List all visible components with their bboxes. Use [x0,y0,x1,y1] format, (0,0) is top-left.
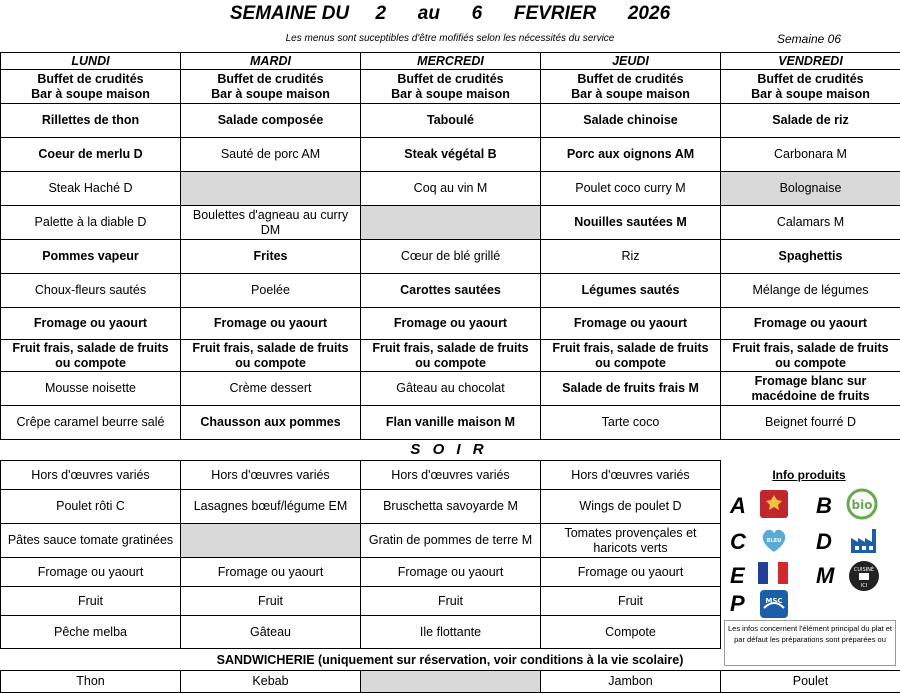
menu-cell [361,206,541,240]
french-flag-icon [758,562,788,589]
svg-text:MSC: MSC [765,597,783,605]
menu-cell: Spaghettis [721,240,900,274]
menu-cell: Taboulé [361,104,541,138]
menu-row-plat2 [1,172,900,206]
menu-cell: Fromage ou yaourt [181,308,361,340]
menu-cell: Gâteau au chocolat [361,372,541,406]
menu-row-garniture1 [1,240,900,274]
menu-cell: Fromage ou yaourt [541,308,721,340]
soir-cell: Fromage ou yaourt [361,558,541,587]
soir-heading: S O I R [410,441,488,458]
menu-cell: Crème dessert [181,372,361,406]
menu-cell: Fruit frais, salade de fruits ou compote [361,340,541,372]
bleu-blanc-coeur-logo [758,524,790,561]
soir-cell: Tomates provençales et haricots verts [541,524,721,558]
menu-row-entrees [1,104,900,138]
menu-cell: Chausson aux pommes [181,406,361,440]
menu-cell: Steak Haché D [1,172,181,206]
cuisine-ici-logo [848,560,880,597]
soir-cell: Pâtes sauce tomate gratinées [1,524,181,558]
soir-cell: Hors d'œuvres variés [541,461,721,490]
soir-cell: Compote [541,616,721,649]
menu-cell: Salade de fruits frais M [541,372,721,406]
label-letter-d: D [816,529,832,554]
menu-cell: Frites [181,240,361,274]
menu-cell: Buffet de crudités Bar à soupe maison [541,70,721,104]
soir-cell: Gâteau [181,616,361,649]
menu-row-fromage [1,308,900,340]
lunch-menu-table [0,52,900,440]
week-number: Semaine 06 [776,32,842,46]
menu-cell: Crêpe caramel beurre salé [1,406,181,440]
day-header: JEUDI [541,53,721,70]
soir-cell: Fruit [361,587,541,616]
sandwich-cell: Poulet [721,671,900,693]
label-letter-m: M [816,563,835,588]
soir-row-fromage [1,558,721,587]
soir-cell: Hors d'œuvres variés [1,461,181,490]
info-note: Les infos concernent l'élément principal du plat et par défaut les préparations sont préparées ou [724,620,896,666]
menu-cell: Fromage ou yaourt [1,308,181,340]
menu-row-fruit [1,340,900,372]
menu-cell: Bolognaise [721,172,900,206]
menu-cell: Salade composée [181,104,361,138]
menu-cell: Fromage ou yaourt [721,308,900,340]
menu-cell: Steak végétal B [361,138,541,172]
factory-icon [848,524,880,561]
menu-cell: Sauté de porc AM [181,138,361,172]
menu-row-plat1 [1,138,900,172]
sandwich-table [0,670,900,693]
soir-cell: Fruit [181,587,361,616]
menu-cell: Fruit frais, salade de fruits ou compote [721,340,900,372]
menu-cell: Flan vanille maison M [361,406,541,440]
menu-cell: Riz [541,240,721,274]
svg-text:bio: bio [851,498,873,512]
sandwich-cell: Thon [1,671,181,693]
menu-cell: Palette à la diable D [1,206,181,240]
day-header: VENDREDI [721,53,900,70]
menu-cell: Pommes vapeur [1,240,181,274]
sandwich-cell: Jambon [541,671,721,693]
soir-cell: Pêche melba [1,616,181,649]
menu-cell: Poulet coco curry M [541,172,721,206]
menu-cell: Beignet fourré D [721,406,900,440]
menu-cell: Boulettes d'agneau au curry DM [181,206,361,240]
menu-row-garniture2 [1,274,900,308]
soir-row-plat2 [1,524,721,558]
soir-cell: Fruit [1,587,181,616]
menu-row-dessert1 [1,372,900,406]
occitanie-logo [758,488,790,525]
menu-row-days [1,53,900,70]
soir-cell: Wings de poulet D [541,490,721,524]
soir-cell: Fromage ou yaourt [541,558,721,587]
soir-cell: Bruschetta savoyarde M [361,490,541,524]
menu-cell: Rillettes de thon [1,104,181,138]
menu-cell: Buffet de crudités Bar à soupe maison [1,70,181,104]
menu-cell: Coq au vin M [361,172,541,206]
menu-cell: Fruit frais, salade de fruits ou compote [1,340,181,372]
svg-text:BLEU: BLEU [766,538,782,544]
label-letter-a: A [730,493,746,518]
day-header: LUNDI [1,53,181,70]
menu-row-dessert2 [1,406,900,440]
soir-cell [181,524,361,558]
bio-logo [846,488,878,525]
menu-cell: Calamars M [721,206,900,240]
sandwich-cell [361,671,541,693]
menu-cell: Buffet de crudités Bar à soupe maison [721,70,900,104]
sandwicherie-heading: SANDWICHERIE (uniquement sur réservation, voir conditions à la vie scolaire) [216,653,684,667]
soir-cell: Poulet rôti C [1,490,181,524]
label-letter-p: P [730,591,745,616]
menu-cell: Porc aux oignons AM [541,138,721,172]
menu-cell: Coeur de merlu D [1,138,181,172]
soir-row-plat1 [1,490,721,524]
menu-row-buffet [1,70,900,104]
label-letter-b: B [816,493,832,518]
soir-row-hors_oeuvres [1,461,721,490]
menu-cell: Carottes sautées [361,274,541,308]
page-title: SEMAINE DU 2 au 6 FEVRIER 2026 [229,3,671,24]
menu-cell: Fromage ou yaourt [361,308,541,340]
menu-cell: Salade chinoise [541,104,721,138]
menu-cell: Nouilles sautées M [541,206,721,240]
soir-cell: Hors d'œuvres variés [361,461,541,490]
day-header: MARDI [181,53,361,70]
menu-cell: Fruit frais, salade de fruits ou compote [541,340,721,372]
soir-cell: Fruit [541,587,721,616]
menu-cell: Poelée [181,274,361,308]
menu-cell: Mélange de légumes [721,274,900,308]
label-letter-c: C [730,529,746,554]
soir-cell: Fromage ou yaourt [1,558,181,587]
menu-cell: Cœur de blé grillé [361,240,541,274]
sandwich-row [1,671,900,693]
menu-cell: Salade de riz [721,104,900,138]
menu-notice: Les menus sont suceptibles d'être mofifiés selon les nécessités du service [285,33,615,44]
menu-cell: Carbonara M [721,138,900,172]
menu-cell: Mousse noisette [1,372,181,406]
menu-cell: Choux-fleurs sautés [1,274,181,308]
sandwich-cell: Kebab [181,671,361,693]
menu-cell: Buffet de crudités Bar à soupe maison [361,70,541,104]
svg-text:CUISINÉ: CUISINÉ [853,567,875,573]
menu-cell: Tarte coco [541,406,721,440]
menu-cell: Légumes sautés [541,274,721,308]
soir-cell: Ile flottante [361,616,541,649]
soir-cell: Lasagnes bœuf/légume EM [181,490,361,524]
soir-cell: Fromage ou yaourt [181,558,361,587]
info-produits-title: Info produits [772,468,846,482]
menu-cell [181,172,361,206]
menu-row-plat3 [1,206,900,240]
soir-row-dessert [1,616,721,649]
soir-cell: Hors d'œuvres variés [181,461,361,490]
menu-cell: Fruit frais, salade de fruits ou compote [181,340,361,372]
soir-row-fruit [1,587,721,616]
soir-cell: Gratin de pommes de terre M [361,524,541,558]
menu-cell: Buffet de crudités Bar à soupe maison [181,70,361,104]
svg-text:ICI: ICI [860,583,868,589]
day-header: MERCREDI [361,53,541,70]
menu-cell: Fromage blanc sur macédoine de fruits [721,372,900,406]
label-letter-e: E [730,563,745,588]
dinner-menu-table [0,460,721,649]
